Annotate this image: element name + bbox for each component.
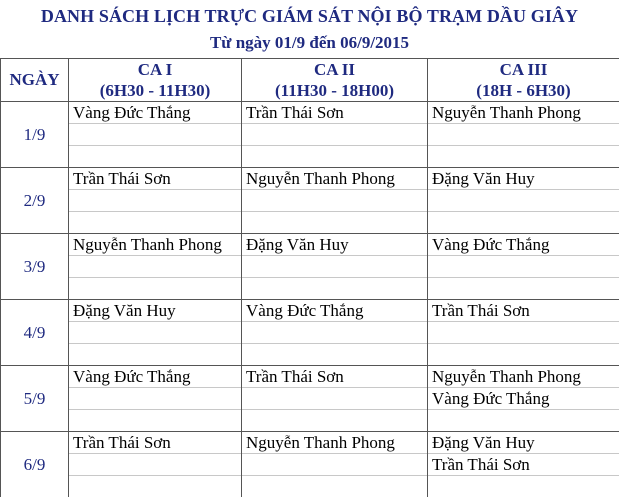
day-cell: 2/9 (1, 168, 69, 234)
table-row (1, 278, 619, 300)
shift-3-cell (428, 212, 619, 234)
shift-2-cell (242, 190, 428, 212)
shift-3-name: CA III (428, 59, 619, 81)
page-title: DANH SÁCH LỊCH TRỰC GIÁM SÁT NỘI BỘ TRẠM DẦU GIÂY (40, 6, 579, 26)
shift-1-cell (69, 146, 242, 168)
shift-2-cell: Vàng Đức Thắng (242, 300, 428, 322)
shift-2-cell (242, 388, 428, 410)
table-row (1, 146, 619, 168)
shift-3-cell (428, 344, 619, 366)
shift-1-cell (69, 344, 242, 366)
shift-2-cell: Nguyễn Thanh Phong (242, 168, 428, 190)
shift-1-cell (69, 256, 242, 278)
shift-2-cell (242, 476, 428, 498)
day-cell: 1/9 (1, 102, 69, 168)
shift-1-cell (69, 410, 242, 432)
shift-1-cell (69, 454, 242, 476)
shift-1-cell: Trần Thái Sơn (69, 432, 242, 454)
shift-1-cell (69, 322, 242, 344)
shift-2-name: CA II (242, 59, 428, 81)
shift-3-cell (428, 410, 619, 432)
table-row (1, 410, 619, 432)
shift-3-time: (18H - 6H30) (428, 80, 619, 102)
table-row (1, 344, 619, 366)
shift-1-cell (69, 476, 242, 498)
shift-2-cell: Đặng Văn Huy (242, 234, 428, 256)
table-row (1, 168, 619, 190)
shift-1-time: (6H30 - 11H30) (69, 80, 242, 102)
shift-3-cell: Đặng Văn Huy (428, 432, 619, 454)
shift-2-cell (242, 322, 428, 344)
shift-1-cell: Trần Thái Sơn (69, 168, 242, 190)
shift-3-cell: Trần Thái Sơn (428, 300, 619, 322)
schedule-table (0, 58, 619, 497)
table-row (1, 432, 619, 454)
shift-1-cell: Vàng Đức Thắng (69, 102, 242, 124)
shift-1-name: CA I (69, 59, 242, 81)
shift-1-cell (69, 388, 242, 410)
shift-2-cell (242, 410, 428, 432)
table-row (1, 256, 619, 278)
shift-2-cell (242, 146, 428, 168)
day-cell: 6/9 (1, 432, 69, 498)
shift-3-cell (428, 476, 619, 498)
table-row (1, 322, 619, 344)
shift-1-cell: Đặng Văn Huy (69, 300, 242, 322)
table-row (1, 454, 619, 476)
shift-3-cell: Trần Thái Sơn (428, 454, 619, 476)
shift-2-cell: Nguyễn Thanh Phong (242, 432, 428, 454)
table-row (1, 102, 619, 124)
day-cell: 5/9 (1, 366, 69, 432)
shift-3-cell: Đặng Văn Huy (428, 168, 619, 190)
shift-2-cell (242, 212, 428, 234)
shift-3-cell: Nguyễn Thanh Phong (428, 366, 619, 388)
table-row (1, 476, 619, 498)
page-subtitle: Từ ngày 01/9 đến 06/9/2015 (209, 33, 410, 52)
shift-2-cell: Trần Thái Sơn (242, 102, 428, 124)
shift-2-cell: Trần Thái Sơn (242, 366, 428, 388)
shift-2-cell (242, 454, 428, 476)
shift-3-cell (428, 278, 619, 300)
table-row (1, 388, 619, 410)
shift-2-cell (242, 124, 428, 146)
shift-3-cell: Vàng Đức Thắng (428, 388, 619, 410)
shift-2-cell (242, 278, 428, 300)
shift-3-cell (428, 146, 619, 168)
shift-2-cell (242, 256, 428, 278)
shift-1-cell (69, 190, 242, 212)
table-row (1, 366, 619, 388)
shift-1-cell (69, 278, 242, 300)
table-row (1, 300, 619, 322)
shift-1-cell (69, 124, 242, 146)
shift-3-cell (428, 124, 619, 146)
day-column-header: NGÀY (1, 59, 69, 102)
table-row (1, 124, 619, 146)
shift-3-cell (428, 322, 619, 344)
shift-3-cell (428, 190, 619, 212)
shift-2-cell (242, 344, 428, 366)
day-cell: 4/9 (1, 300, 69, 366)
table-row (1, 190, 619, 212)
shift-3-cell: Nguyễn Thanh Phong (428, 102, 619, 124)
shift-1-cell (69, 212, 242, 234)
day-cell: 3/9 (1, 234, 69, 300)
shift-2-time: (11H30 - 18H00) (242, 80, 428, 102)
table-row (1, 212, 619, 234)
table-row (1, 234, 619, 256)
shift-3-cell: Vàng Đức Thắng (428, 234, 619, 256)
shift-3-cell (428, 256, 619, 278)
header-row (1, 59, 619, 81)
shift-1-cell: Vàng Đức Thắng (69, 366, 242, 388)
header-row-times (1, 80, 619, 102)
shift-1-cell: Nguyễn Thanh Phong (69, 234, 242, 256)
